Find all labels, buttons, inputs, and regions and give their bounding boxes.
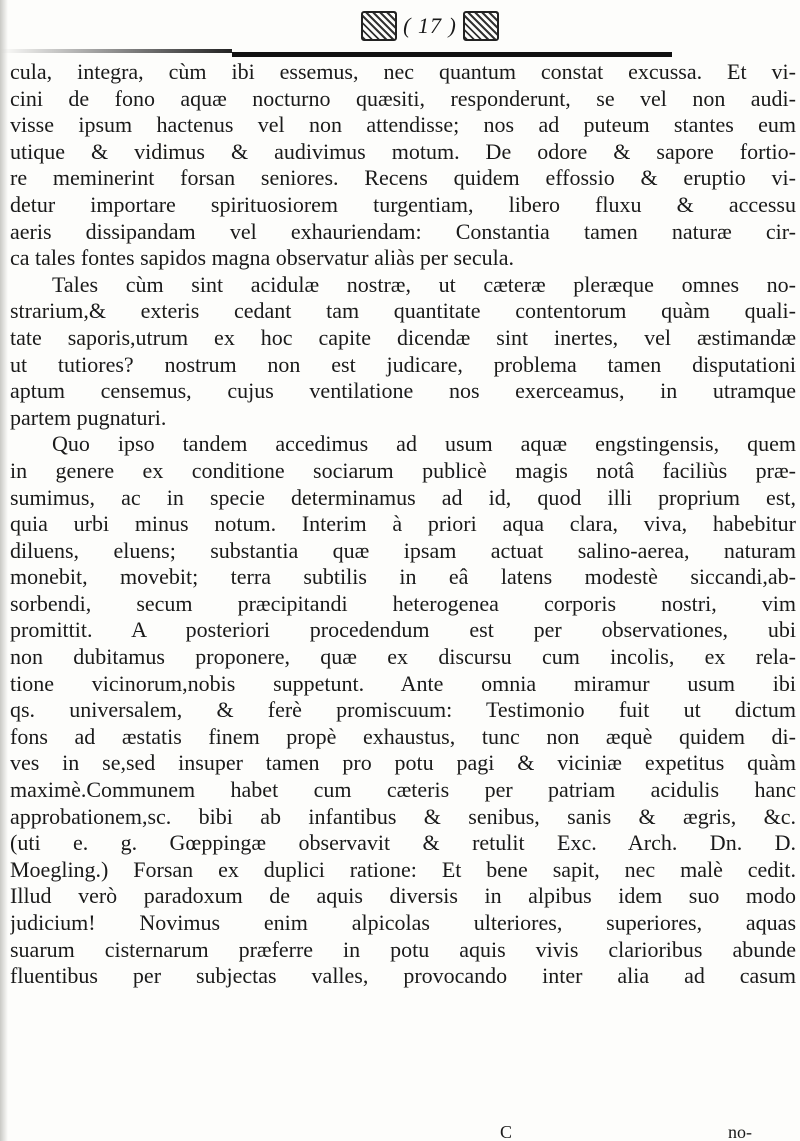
text-line: fluentibus per subjectas valles, provocando inter alia ad casum [10, 963, 796, 989]
text-line: monebit, movebit; terra subtilis in eâ latens modestè siccandi,ab- [10, 564, 796, 590]
text-line: in genere ex conditione sociarum publicè magis notâ faciliùs præ- [10, 457, 796, 483]
text-line: re meminerint forsan seniores. Recens quidem effossio & eruptio vi- [10, 165, 796, 191]
text-line: (uti e. g. Gœppingæ observavit & retulit Exc. Arch. Dn. D. [10, 830, 796, 856]
text-line: quia urbi minus notum. Interim à priori aqua clara, viva, habebitur [10, 511, 796, 537]
text-line: cini de fono aquæ nocturno quæsiti, responderunt, se vel non audi- [10, 85, 796, 111]
text-line: aptum censemus, cujus ventilatione nos exerceamus, in utramque [10, 378, 796, 404]
text-line: strarium,& exteris cedant tam quantitate contentorum quàm quali- [10, 298, 796, 324]
text-line: non dubitamus proponere, quæ ex discursu cum incolis, ex rela- [10, 644, 796, 670]
text-line: tate saporis,utrum ex hoc capite dicendæ sint inertes, vel æstimandæ [10, 324, 796, 350]
printer-ornament-icon [361, 11, 397, 41]
body-text [10, 59, 796, 990]
text-line: maximè.Communem habet cum cæteris per patriam acidulis hanc [10, 777, 796, 803]
text-line: tione vicinorum,nobis suppetunt. Ante omnia miramur usum ibi [10, 670, 796, 696]
text-line: qs. universalem, & ferè promiscuum: Testimonio fuit ut dictum [10, 697, 796, 723]
text-line: sorbendi, secum præcipitandi heterogenea corporis nostri, vim [10, 590, 796, 616]
signature-mark: C [500, 1122, 513, 1141]
page-gutter-shadow [0, 0, 8, 1141]
printer-ornament-icon [463, 11, 499, 41]
text-line: Tales cùm sint acidulæ nostræ, ut cæteræ pleræque omnes no- [52, 271, 796, 297]
running-header [230, 2, 630, 50]
text-line: Quo ipso tandem accedimus ad usum aquæ engstingensis, quem [52, 431, 796, 457]
catchword: no- [728, 1122, 752, 1141]
text-line: visse ipsum hactenus vel non attendisse; nos ad puteum stantes eum [10, 112, 796, 138]
text-line: Illud verò paradoxum de aquis diversis in alpibus idem suo modo [10, 883, 796, 909]
text-line: judicium! Novimus enim alpicolas ulteriores, superiores, aquas [10, 910, 796, 935]
text-line: diluens, eluens; substantia quæ ipsam actuat salino-aerea, naturam [10, 537, 796, 563]
text-line: promittit. A posteriori procedendum est per observationes, ubi [10, 617, 796, 643]
text-line: approbationem,sc. bibi ab infantibus & senibus, sanis & ægris, &c. [10, 803, 796, 829]
text-line: ut tutiores? nostrum non est judicare, problema tamen disputationi [10, 351, 796, 377]
text-line: fons ad æstatis finem propè exhaustus, tunc non æquè quidem di- [10, 723, 796, 749]
page-number: ( 17 ) [403, 13, 457, 38]
text-line: ca tales fontes sapidos magna observatur aliàs per secula. [10, 245, 514, 271]
text-line: sumimus, ac in specie determinamus ad id, quod illi proprium est, [10, 484, 796, 510]
text-line: detur importare spirituosiorem turgentiam, libero fluxu & accessu [10, 191, 796, 217]
text-line: suarum cisternarum præferre in potu aquis vivis clarioribus abunde [10, 936, 796, 962]
text-line: ves in se,sed insuper tamen pro potu pagi & viciniæ expetitus quàm [10, 750, 796, 776]
text-line: utique & vidimus & audivimus motum. De odore & sapore fortio- [10, 138, 796, 164]
text-line: cula, integra, cùm ibi essemus, nec quantum constat excussa. Et vi- [10, 59, 796, 84]
text-line: partem pugnaturi. [10, 404, 167, 430]
text-line: Moegling.) Forsan ex duplici ratione: Et bene sapit, nec malè cedit. [10, 856, 796, 882]
text-line: aeris dissipandam vel exhauriendam: Constantia tamen naturæ cir- [10, 218, 796, 244]
header-rule [232, 52, 672, 57]
